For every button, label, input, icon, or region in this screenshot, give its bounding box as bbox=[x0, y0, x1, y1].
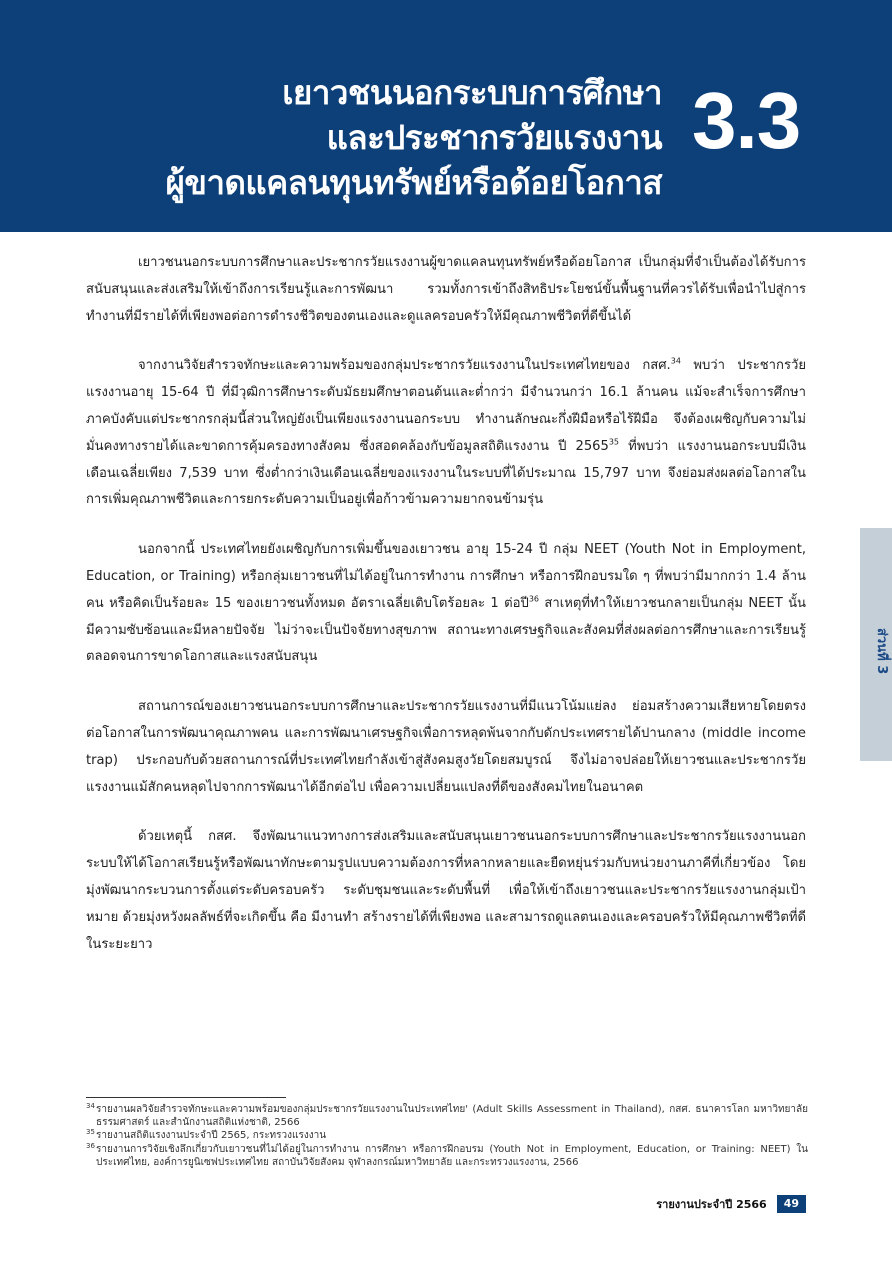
paragraph-1: เยาวชนนอกระบบการศึกษาและประชากรวัยแรงงานผู้ขาดแคลนทุนทรัพย์หรือด้อยโอกาส เป็นกลุ่มที่จำเป็นต้องได้รับการสนับสนุนและส่งเสริมให้เข้าถึงการเรียนรู้และการพัฒนา รวมทั้งการเข้าถึงสิทธิประโยชน์ขั้นพื้นฐานที่ควรได้รับเพื่อนำไปสู่การทำงานที่มีรายได้ที่เพียงพอต่อการดำรงชีวิตของตนเองและดูแลครอบครัวให้มีคุณภาพชีวิตที่ดีขึ้นได้ bbox=[86, 255, 806, 324]
chapter-title-line-2: และประชากรวัยแรงงาน bbox=[326, 118, 662, 157]
section-number: 3.3 bbox=[692, 76, 801, 165]
paragraph-2-part-c: ที่พบว่า แรงงานนอกระบบมีเงินเดือนเฉลี่ยเพียง 7,539 บาท ซึ่งต่ำกว่าเงินเดือนเฉลี่ยของแรงงานในระบบที่ได้ประมาณ 15,797 บาท จึงย่อมส่งผลต่อโอกาสในการเพิ่มคุณภาพชีวิตและการยกระดับความเป็นอยู่เพื่อก้าวข้ามความยากจนข้ามรุ่น bbox=[86, 438, 806, 508]
paragraph-2 bbox=[86, 353, 806, 514]
footnote-number: 36 bbox=[86, 1141, 95, 1150]
chapter-title bbox=[166, 70, 662, 205]
footnotes bbox=[86, 1103, 808, 1169]
footnote-35 bbox=[86, 1129, 808, 1142]
paragraph-3-part-a: นอกจากนี้ ประเทศไทยยังเผชิญกับการเพิ่มขึ้นของเยาวชน อายุ 15-24 ปี กลุ่ม NEET (Youth Not in Employment, Education, or Training) หรือกลุ่มเยาวชนที่ไม่ได้อยู่ในการทำงาน การศึกษา หรือการฝึกอบรมใด ๆ ที่พบว่ามีมากกว่า 1.4 ล้านคน หรือคิดเป็นร้อยละ 15 ของเยาวชนทั้งหมด อัตราเฉลี่ยเติบโตร้อยละ 1 ต่อปี bbox=[86, 542, 806, 611]
footnote-number: 34 bbox=[86, 1102, 95, 1110]
body-content bbox=[86, 250, 806, 981]
footnote-divider bbox=[86, 1097, 286, 1098]
section-side-tab bbox=[860, 528, 892, 761]
footnote-ref-34[interactable]: 34 bbox=[670, 357, 681, 367]
paragraph-2-part-b: พบว่า ประชากรวัยแรงงานอายุ 15-64 ปี ที่มีวุฒิการศึกษาระดับมัธยมศึกษาตอนต้นและต่ำกว่า มีจำนวนกว่า 16.1 ล้านคน แม้จะสำเร็จการศึกษาภาคบังคับแต่ประชากรกลุ่มนี้ส่วนใหญ่ยังเป็นเพียงแรงงานนอกระบบ ทำงานลักษณะกึ่งฝีมือหรือไร้ฝีมือ จึงต้องเผชิญกับความไม่มั่นคงทางรายได้และขาดการคุ้มครองทางสังคม ซึ่งสอดคล้องกับข้อมูลสถิติแรงงาน ปี 2565 bbox=[86, 358, 807, 454]
footnote-text: รายงานสถิติแรงงานประจำปี 2565, กระทรวงแรงงาน bbox=[96, 1130, 327, 1142]
footnote-36 bbox=[86, 1143, 808, 1169]
footnote-text: รายงานการวิจัยเชิงลึกเกี่ยวกับเยาวชนที่ไม่ได้อยู่ในการทำงาน การศึกษา หรือการฝึกอบรม (Youth Not in Employment, Education, or Training: NEET) ในประเทศไทย, องค์การยูนิเซฟประเทศไทย สถาบันวิจัยสังคม จุฬาลงกรณ์มหาวิทยาลัย และกระทรวงแรงงาน, 2566 bbox=[96, 1143, 808, 1168]
page-footer bbox=[656, 1195, 806, 1213]
footnote-text: รายงานผลวิจัยสำรวจทักษะและความพร้อมของกลุ่มประชากรวัยแรงงานในประเทศไทย' (Adult Skills Assessment in Thailand), กสศ. ธนาคารโลก มหาวิทยาลัยธรรมศาสตร์ และสำนักงานสถิติแห่งชาติ, 2566 bbox=[96, 1104, 808, 1129]
report-label: รายงานประจำปี 2566 bbox=[656, 1198, 767, 1211]
page-number-badge: 49 bbox=[777, 1195, 806, 1213]
paragraph-4: สถานการณ์ของเยาวชนนอกระบบการศึกษาและประชากรวัยแรงงานที่มีแนวโน้มแย่ลง ย่อมสร้างความเสียหายโดยตรงต่อโอกาสในการพัฒนาคุณภาพคน และการพัฒนาเศรษฐกิจเพื่อการหลุดพ้นจากกับดักประเทศรายได้ปานกลาง (middle income trap) ประกอบกับด้วยสถานการณ์ที่ประเทศไทยกำลังเข้าสู่สังคมสูงวัยโดยสมบูรณ์ จึงไม่อาจปล่อยให้เยาวชนและประชากรวัยแรงงานแม้สักคนหลุดไปจากการพัฒนาได้อีกต่อไป เพื่อความเปลี่ยนแปลงที่ดีของสังคมไทยในอนาคต bbox=[86, 699, 806, 795]
chapter-title-line-1: เยาวชนนอกระบบการศึกษา bbox=[282, 73, 662, 112]
paragraph-5: ด้วยเหตุนี้ กสศ. จึงพัฒนาแนวทางการส่งเสริมและสนับสนุนเยาวชนนอกระบบการศึกษาและประชากรวัยแรงงานนอกระบบให้ได้โอกาสเรียนรู้หรือพัฒนาทักษะตามรูปแบบความต้องการที่หลากหลายและยืดหยุ่นร่วมกับหน่วยงานภาคีที่เกี่ยวข้อง โดยมุ่งพัฒนากระบวนการตั้งแต่ระดับครอบครัว ระดับชุมชนและระดับพื้นที่ เพื่อให้เข้าถึงเยาวชนและประชากรวัยแรงงานกลุ่มเป้าหมาย ด้วยมุ่งหวังผลลัพธ์ที่จะเกิดขึ้น คือ มีงานทำ สร้างรายได้ที่เพียงพอ และสามารถดูแลตนเองและครอบครัวให้มีคุณภาพชีวิตที่ดีในระยะยาว bbox=[86, 829, 806, 952]
chapter-title-line-3: ผู้ขาดแคลนทุนทรัพย์หรือด้อยโอกาส bbox=[165, 163, 662, 202]
footnote-number: 35 bbox=[86, 1128, 95, 1137]
paragraph-2-part-a: จากงานวิจัยสำรวจทักษะและความพร้อมของกลุ่มประชากรวัยแรงงานในประเทศไทยของ กสศ. bbox=[138, 358, 671, 374]
paragraph-3-part-b: สาเหตุที่ทำให้เยาวชนกลายเป็นกลุ่ม NEET นั้น มีความซับซ้อนและมีหลายปัจจัย ไม่ว่าจะเป็นปัจจัยทางสุขภาพ สถานะทางเศรษฐกิจและสังคมที่ส่งผลต่อการศึกษาและการเรียนรู้ ตลอดจนการขาดโอกาสและแรงสนับสนุน bbox=[86, 595, 806, 665]
side-tab-label: ส่วนที่ 3 bbox=[874, 628, 889, 675]
footnote-34 bbox=[86, 1103, 808, 1129]
footnote-ref-35[interactable]: 35 bbox=[608, 437, 620, 447]
page-header bbox=[0, 0, 892, 232]
paragraph-3 bbox=[86, 537, 806, 671]
footnote-ref-36[interactable]: 36 bbox=[528, 594, 540, 604]
